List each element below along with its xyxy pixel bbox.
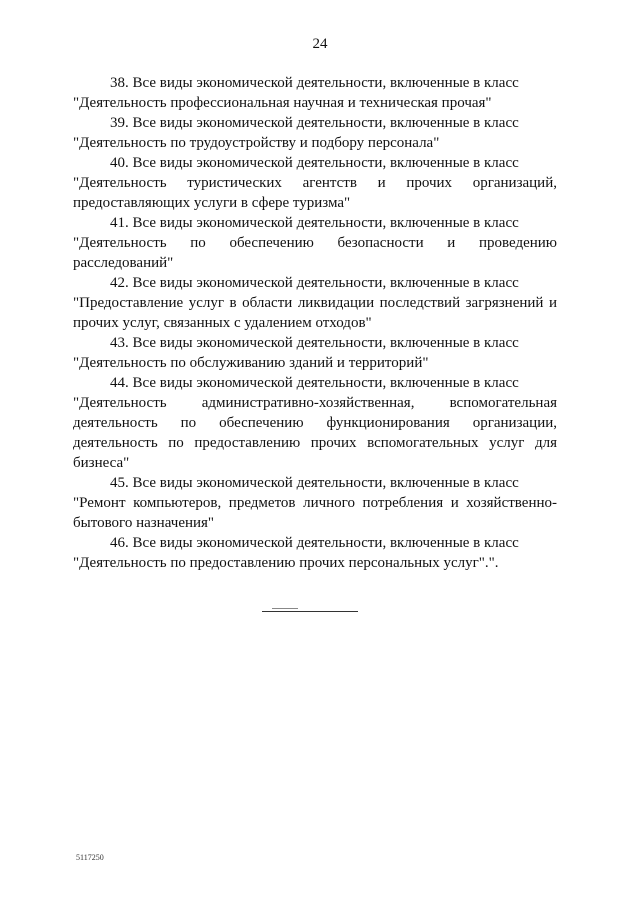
item-lead: Все виды экономической деятельности, включенные в класс (132, 375, 519, 391)
list-item-42 (73, 273, 557, 333)
list-item-41 (73, 213, 557, 273)
item-text: "Деятельность профессиональная научная и техническая прочая" (73, 95, 492, 111)
item-text: "Деятельность по трудоустройству и подбору персонала" (73, 135, 440, 151)
list-item-39 (73, 113, 557, 153)
item-number: 45. (110, 475, 129, 491)
item-number: 41. (110, 215, 129, 231)
item-number: 40. (110, 155, 129, 171)
list-item-44 (73, 373, 557, 473)
item-number: 43. (110, 335, 129, 351)
closing-separator-mark (272, 608, 298, 609)
item-text: "Деятельность по предоставлению прочих персональных услуг".". (73, 555, 499, 571)
list-item-38 (73, 73, 557, 113)
item-number: 42. (110, 275, 129, 291)
item-text: "Предоставление услуг в области ликвидации последствий загрязнений и прочих услуг, связанных с удалением отходов" (73, 295, 557, 331)
item-lead: Все виды экономической деятельности, включенные в класс (132, 155, 519, 171)
document-code: 5117250 (76, 853, 104, 862)
item-number: 44. (110, 375, 129, 391)
item-text: "Деятельность туристических агентств и прочих организаций, предоставляющих услуги в сфере туризма" (73, 175, 557, 211)
item-number: 38. (110, 75, 129, 91)
list-item-45 (73, 473, 557, 533)
item-lead: Все виды экономической деятельности, включенные в класс (132, 75, 519, 91)
page-number: 24 (312, 36, 328, 52)
closing-separator (262, 611, 358, 612)
item-text: "Деятельность по обеспечению безопасности и проведению расследований" (73, 235, 557, 271)
item-lead: Все виды экономической деятельности, включенные в класс (132, 335, 519, 351)
item-number: 39. (110, 115, 129, 131)
item-text: "Деятельность административно-хозяйственная, вспомогательная деятельность по обеспечению функционирования организации, деятельность по предоставлению прочих вспомогательных услуг для бизнеса" (73, 395, 557, 471)
item-lead: Все виды экономической деятельности, включенные в класс (132, 475, 519, 491)
item-lead: Все виды экономической деятельности, включенные в класс (132, 535, 519, 551)
list-item-43 (73, 333, 557, 373)
item-lead: Все виды экономической деятельности, включенные в класс (132, 115, 519, 131)
item-lead: Все виды экономической деятельности, включенные в класс (132, 275, 519, 291)
item-lead: Все виды экономической деятельности, включенные в класс (132, 215, 519, 231)
item-text: "Ремонт компьютеров, предметов личного потребления и хозяйственно-бытового назначения" (73, 495, 557, 531)
document-body (73, 73, 557, 573)
item-text: "Деятельность по обслуживанию зданий и территорий" (73, 355, 429, 371)
list-item-46 (73, 533, 557, 573)
item-number: 46. (110, 535, 129, 551)
list-item-40 (73, 153, 557, 213)
